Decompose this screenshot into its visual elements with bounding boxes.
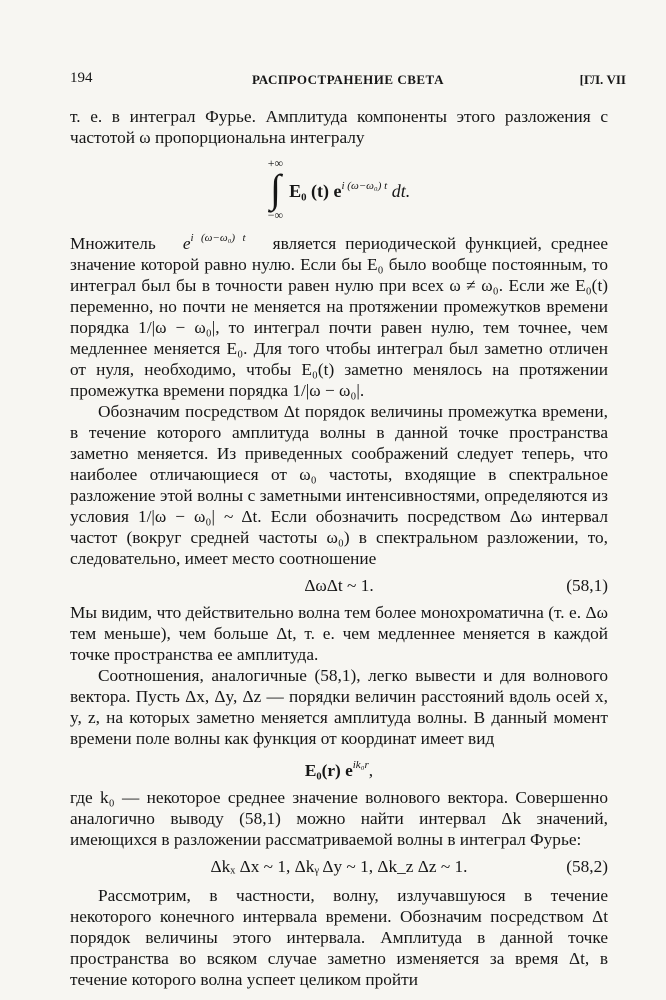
chapter-label: [ГЛ. VII	[579, 72, 626, 87]
integral-symbol: ∫	[269, 166, 281, 211]
paragraph-5: Соотношения, аналогичные (58,1), легко вывести и для волнового вектора. Пусть Δx, Δy, Δz — порядки величин расстояний вдоль осей x, y, z, на которых заметно меняется амплитуда волны. В данный момент времени поле волны как функция от координат имеет вид	[70, 666, 608, 748]
integral-upper-limit: +∞	[267, 156, 284, 170]
paragraph-2-factor-exponent: i (ω−ω₀) t	[190, 232, 246, 244]
integrand-exponent: i (ω−ω₀) t	[341, 180, 388, 192]
formula-58-2-body: Δkₓ Δx ~ 1, Δkᵧ Δy ~ 1, Δk_z Δz ~ 1.	[210, 857, 468, 876]
paragraph-2-start: Множитель	[70, 234, 156, 253]
field-formula-exponent: ik₀r	[352, 759, 369, 771]
integral-sign	[268, 157, 283, 221]
field-formula-tail: ,	[368, 761, 374, 780]
paragraph-4: Мы видим, что действительно волна тем более монохроматична (т. е. Δω тем меньше), чем больше Δt, т. е. чем медленнее меняется в каждой точке пространства ее амплитуда.	[70, 603, 608, 664]
integrand	[289, 176, 410, 202]
running-title: РАСПРОСТРАНЕНИЕ СВЕТА	[252, 72, 444, 87]
paragraph-2-rest: является периодической функцией, среднее значение которой равно нулю. Если бы E₀ было вообще постоянным, то интеграл был бы в точности равен нулю при всех ω ≠ ω₀. Если же E₀(t) переменно, но почти не меняется на протяжении промежутков времени порядка 1/|ω − ω₀|, то интеграл почти равен нулю, тем точнее, чем медленнее меняется E₀. Для того чтобы интеграл был заметно отличен от нуля, необходимо, чтобы E₀(t) заметно менялось на протяжении промежутка времени порядка 1/|ω − ω₀|.	[70, 234, 609, 400]
paragraph-7: Рассмотрим, в частности, волну, излучавшуюся в течение некоторого конечного интервала времени. Обозначим посредством Δt порядок величины этого интервала. Амплитуда в данной точке пространства во всяком случае заметно изменяется за время Δt, в течение которого волна успеет целиком пройти	[70, 886, 608, 989]
paragraph-1: т. е. в интеграл Фурье. Амплитуда компоненты этого разложения с частотой ω пропорциональна интегралу	[70, 107, 608, 147]
formula-58-1	[70, 575, 608, 596]
page-header	[70, 70, 626, 92]
integral-formula	[70, 152, 608, 226]
formula-58-1-number: (58,1)	[566, 576, 608, 595]
formula-58-2	[70, 856, 608, 877]
integral-lower-limit: −∞	[267, 208, 284, 222]
field-formula	[70, 755, 608, 781]
integrand-differential: dt.	[391, 181, 411, 201]
formula-58-2-number: (58,2)	[566, 857, 608, 876]
page-number: 194	[70, 70, 93, 86]
paragraph-2	[70, 228, 608, 401]
page-body	[70, 106, 608, 990]
field-formula-body: E₀(r) e	[304, 761, 353, 780]
integrand-main: E₀ (t) e	[289, 181, 342, 201]
formula-58-1-body: ΔωΔt ~ 1.	[304, 576, 374, 595]
paragraph-6: где k₀ — некоторое среднее значение волнового вектора. Совершенно аналогично выводу (58,1) можно найти интервал Δk значений, имеющихся в разложении рассматриваемой волны в интеграл Фурье:	[70, 788, 608, 849]
paragraph-3: Обозначим посредством Δt порядок величины промежутка времени, в течение которого амплитуда волны в данной точке пространства заметно меняется. Из приведенных соображений следует теперь, что наиболее отличающиеся от ω₀ частоты, входящие в спектральное разложение этой волны с заметными интенсивностями, определяются из условия 1/|ω − ω₀| ~ Δt. Если обозначить посредством Δω интервал частот (вокруг средней частоты ω₀) в спектральном разложении, то, следовательно, имеет место соотношение	[70, 402, 608, 568]
paragraph-2-factor: e	[182, 234, 191, 253]
